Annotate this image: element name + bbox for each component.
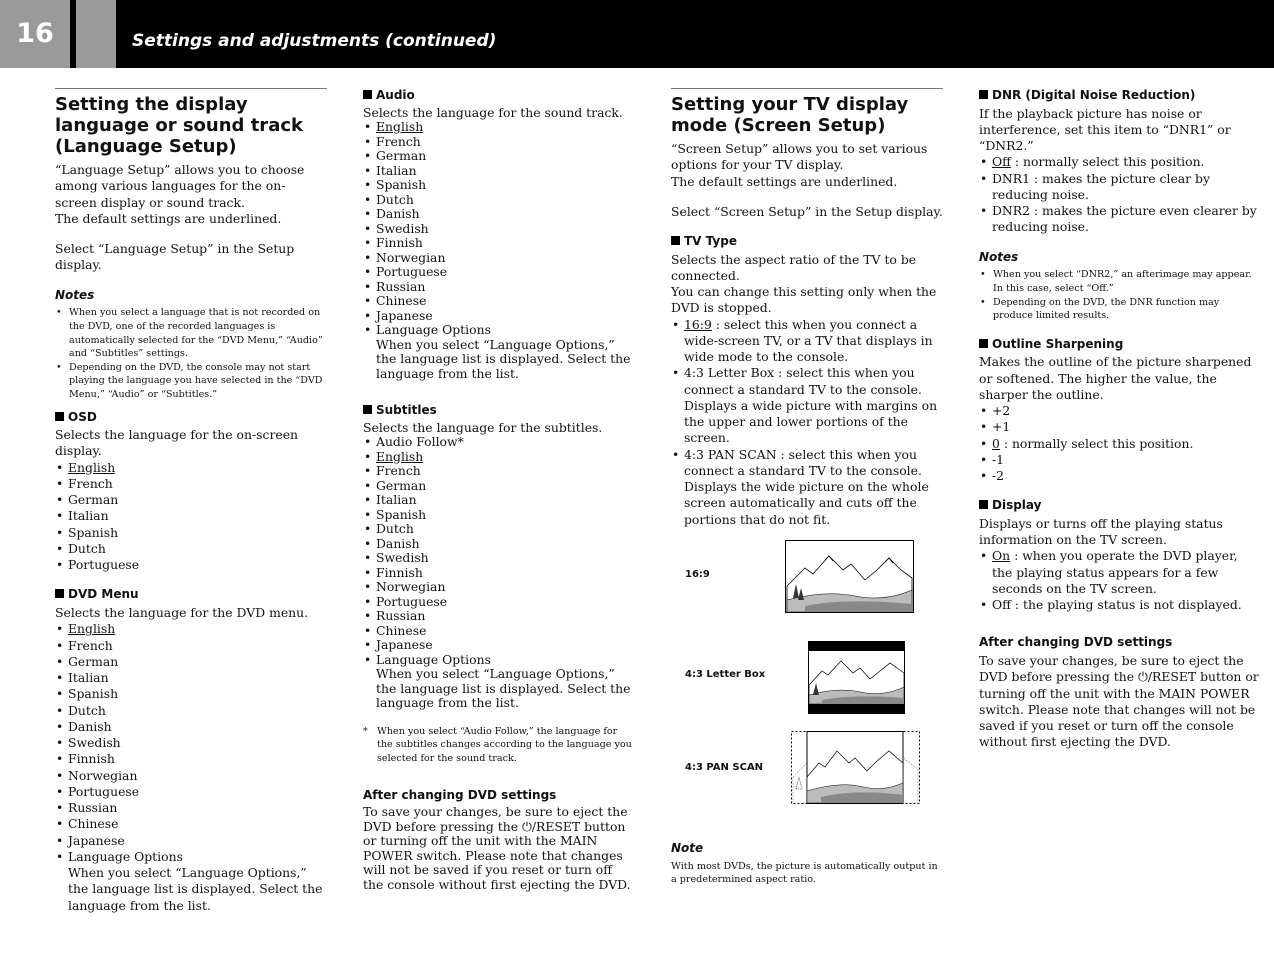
dvd-menu-list bbox=[55, 621, 327, 914]
column-language-setup bbox=[55, 88, 327, 914]
intro-text: “Language Setup” allows you to choose among various languages for the on-screen display or sound track. bbox=[55, 162, 305, 210]
tv-type-heading: TV Type bbox=[671, 234, 943, 250]
list-item: • Norwegian bbox=[363, 251, 635, 266]
list-item: • Norwegian bbox=[55, 768, 327, 784]
intro-default: The default settings are underlined. bbox=[671, 173, 898, 189]
list-item: • Swedish bbox=[363, 551, 635, 566]
intro-default: The default settings are underlined. bbox=[55, 210, 282, 226]
square-bullet-icon bbox=[979, 500, 988, 509]
dnr-list bbox=[979, 154, 1259, 235]
notes-list bbox=[55, 306, 327, 401]
column-screen-setup bbox=[671, 88, 943, 887]
list-item: • Portuguese bbox=[363, 265, 635, 280]
list-item: • English bbox=[363, 450, 635, 465]
list-item: • Danish bbox=[363, 537, 635, 552]
list-item: • Dutch bbox=[55, 541, 327, 557]
list-item: • Dutch bbox=[55, 703, 327, 719]
list-item: • Spanish bbox=[363, 178, 635, 193]
list-item: • DNR1 : makes the picture clear by reducing noise. bbox=[979, 171, 1259, 204]
options-desc: When you select “Language Options,” the language list is displayed. Select the language from the list. bbox=[376, 666, 631, 711]
note-item: • Depending on the DVD, the DNR function may produce limited results. bbox=[979, 296, 1259, 323]
outline-desc: Makes the outline of the picture sharpened or softened. The higher the value, the sharper the outline. bbox=[979, 354, 1252, 402]
column-dnr-display bbox=[979, 88, 1259, 751]
square-bullet-icon bbox=[55, 412, 64, 421]
panscan-picture bbox=[791, 731, 920, 805]
options-desc: When you select “Language Options,” the language list is displayed. Select the language from the list. bbox=[68, 865, 323, 913]
section-heading: Setting the display language or sound track (Language Setup) bbox=[55, 94, 303, 158]
list-item: • Italian bbox=[363, 164, 635, 179]
list-item: • Portuguese bbox=[363, 595, 635, 610]
list-item: • Russian bbox=[363, 609, 635, 624]
list-item: • French bbox=[55, 638, 327, 654]
list-item: • Chinese bbox=[363, 294, 635, 309]
power-icon: ⏻ bbox=[522, 818, 532, 834]
list-item: • Russian bbox=[363, 280, 635, 295]
intro-text: “Screen Setup” allows you to set various options for your TV display. bbox=[671, 141, 928, 173]
note-item: • Depending on the DVD, the console may not start playing the language you have selected in the “DVD Menu,” “Audio” or “Subtitles.” bbox=[55, 361, 327, 402]
list-item: • Finnish bbox=[363, 236, 635, 251]
dnr-heading: DNR (Digital Noise Reduction) bbox=[979, 88, 1259, 104]
list-item: • English bbox=[55, 621, 327, 637]
list-item: • Audio Follow* bbox=[363, 435, 635, 450]
list-item: • Norwegian bbox=[363, 580, 635, 595]
notes-heading: Notes bbox=[979, 249, 1019, 264]
list-item: • Swedish bbox=[55, 735, 327, 751]
list-item: • Spanish bbox=[55, 686, 327, 702]
select-instruction: Select “Screen Setup” in the Setup display. bbox=[671, 203, 943, 219]
list-item: • -2 bbox=[979, 468, 1259, 484]
osd-heading: OSD bbox=[55, 410, 327, 426]
list-item: • Finnish bbox=[55, 751, 327, 767]
footnote: * When you select “Audio Follow,” the language for the subtitles changes according to the language you selected for the sound track. bbox=[363, 725, 632, 764]
subtitles-desc: Selects the language for the subtitles. bbox=[363, 419, 603, 435]
section-heading: Setting your TV display mode (Screen Setup) bbox=[671, 94, 909, 137]
list-item: • Portuguese bbox=[55, 557, 327, 573]
list-item: • Japanese bbox=[55, 833, 327, 849]
square-bullet-icon bbox=[363, 405, 372, 414]
note-heading: Note bbox=[671, 840, 704, 855]
display-list bbox=[979, 548, 1259, 613]
list-item: • +1 bbox=[979, 419, 1259, 435]
diagram-pan-scan: 4:3 PAN SCAN bbox=[671, 729, 943, 841]
notes-heading: Notes bbox=[55, 287, 95, 302]
audio-heading: Audio bbox=[363, 88, 635, 104]
after-settings-heading: After changing DVD settings bbox=[979, 635, 1173, 650]
square-bullet-icon bbox=[363, 90, 372, 99]
list-item: • Danish bbox=[55, 719, 327, 735]
list-item: • Off : normally select this position. bbox=[979, 154, 1259, 170]
list-item: • French bbox=[55, 476, 327, 492]
outline-list bbox=[979, 403, 1259, 484]
outline-heading: Outline Sharpening bbox=[979, 337, 1259, 353]
widescreen-picture bbox=[785, 540, 914, 613]
section-rule bbox=[55, 88, 327, 89]
after-settings-heading: After changing DVD settings bbox=[363, 787, 557, 802]
list-item: • Language Options When you select “Language Options,” the language list is displayed. Select the language from the list. bbox=[55, 849, 327, 914]
page-number: 16 bbox=[0, 0, 70, 68]
subtitles-list bbox=[363, 435, 635, 711]
list-item: • 4:3 PAN SCAN : select this when you connect a standard TV to the console. Displays the wide picture on the whole screen automatically and cuts off the portions that do not fit. bbox=[671, 447, 943, 528]
list-item: • Dutch bbox=[363, 193, 635, 208]
list-item: • Japanese bbox=[363, 638, 635, 653]
list-item: • On : when you operate the DVD player, the playing status appears for a few seconds on the TV screen. bbox=[979, 548, 1259, 597]
display-desc: Displays or turns off the playing status information on the TV screen. bbox=[979, 515, 1223, 548]
dnr-desc: If the playback picture has noise or interference, set this item to “DNR1” or “DNR2.” bbox=[979, 105, 1231, 154]
dvd-menu-heading: DVD Menu bbox=[55, 587, 327, 603]
list-item: • English bbox=[55, 460, 327, 476]
list-item: • German bbox=[363, 149, 635, 164]
list-item: • -1 bbox=[979, 452, 1259, 468]
list-item: • French bbox=[363, 464, 635, 479]
list-item: • 4:3 Letter Box : select this when you connect a standard TV to the console. Displays a wide picture with margins on the upper and lower portions of the screen. bbox=[671, 365, 943, 446]
list-item: • German bbox=[55, 492, 327, 508]
note-text: With most DVDs, the picture is automatically output in a predetermined aspect ratio. bbox=[671, 860, 938, 886]
list-item: • Off : the playing status is not displayed. bbox=[979, 597, 1259, 613]
section-rule bbox=[671, 88, 943, 89]
display-heading: Display bbox=[979, 498, 1259, 514]
column-audio-subtitles bbox=[363, 88, 635, 892]
list-item: • 16:9 : select this when you connect a wide-screen TV, or a TV that displays in wide mode to the console. bbox=[671, 317, 943, 366]
tv-type-desc: Selects the aspect ratio of the TV to be connected. bbox=[671, 251, 917, 283]
list-item: • Italian bbox=[363, 493, 635, 508]
square-bullet-icon bbox=[979, 90, 988, 99]
list-item: • Swedish bbox=[363, 222, 635, 237]
list-item: • English bbox=[363, 120, 635, 135]
list-item: • Japanese bbox=[363, 309, 635, 324]
after-settings-text: To save your changes, be sure to eject the DVD before pressing the ⏻/RESET button or turning off the unit with the MAIN POWER switch. Please note that changes will not be saved if you reset or turn off the console without first ejecting the DVD. bbox=[363, 804, 631, 892]
note-item: • When you select “DNR2,” an afterimage may appear. In this case, select “Off.” bbox=[979, 268, 1259, 295]
dvd-menu-desc: Selects the language for the DVD menu. bbox=[55, 605, 309, 621]
list-item: • 0 : normally select this position. bbox=[979, 436, 1259, 452]
osd-desc: Selects the language for the on-screen display. bbox=[55, 427, 299, 459]
list-item: • Spanish bbox=[363, 508, 635, 523]
list-item: • Russian bbox=[55, 800, 327, 816]
list-item: • Chinese bbox=[363, 624, 635, 639]
after-settings-text: To save your changes, be sure to eject the DVD before pressing the ⏻/RESET button or turning off the unit with the MAIN POWER switch. Please note that changes will not be saved if you reset or turn off the console without first ejecting the DVD. bbox=[979, 653, 1259, 750]
power-icon: ⏻ bbox=[1138, 669, 1148, 685]
tv-type-list bbox=[671, 317, 943, 528]
list-item: • +2 bbox=[979, 403, 1259, 419]
list-item: • Language Options When you select “Language Options,” the language list is displayed. Select the language from the list. bbox=[363, 653, 635, 711]
list-item: • Portuguese bbox=[55, 784, 327, 800]
square-bullet-icon bbox=[55, 589, 64, 598]
header-strip bbox=[76, 0, 116, 68]
notes-list bbox=[979, 268, 1259, 322]
diagram-16-9: 16:9 bbox=[671, 538, 943, 634]
select-instruction: Select “Language Setup” in the Setup display. bbox=[55, 241, 295, 273]
list-item: • Danish bbox=[363, 207, 635, 222]
square-bullet-icon bbox=[671, 236, 680, 245]
diagram-letter-box: 4:3 Letter Box bbox=[671, 634, 943, 729]
note-item: • When you select a language that is not recorded on the DVD, one of the recorded languages is automatically selected for the “DVD Menu,” “Audio” and “Subtitles” settings. bbox=[55, 306, 327, 360]
letterbox-picture bbox=[808, 641, 905, 714]
list-item: • German bbox=[55, 654, 327, 670]
list-item: • Chinese bbox=[55, 816, 327, 832]
options-desc: When you select “Language Options,” the language list is displayed. Select the language from the list. bbox=[376, 336, 631, 381]
list-item: • French bbox=[363, 135, 635, 150]
osd-list bbox=[55, 460, 327, 574]
list-item: • DNR2 : makes the picture even clearer by reducing noise. bbox=[979, 203, 1259, 236]
list-item: • Italian bbox=[55, 508, 327, 524]
list-item: • Language Options When you select “Language Options,” the language list is displayed. Select the language from the list. bbox=[363, 323, 635, 381]
list-item: • Italian bbox=[55, 670, 327, 686]
square-bullet-icon bbox=[979, 339, 988, 348]
tv-type-note: You can change this setting only when the DVD is stopped. bbox=[671, 284, 937, 316]
list-item: • Dutch bbox=[363, 522, 635, 537]
subtitles-heading: Subtitles bbox=[363, 403, 635, 419]
audio-list bbox=[363, 120, 635, 381]
list-item: • German bbox=[363, 479, 635, 494]
list-item: • Finnish bbox=[363, 566, 635, 581]
list-item: • Spanish bbox=[55, 525, 327, 541]
audio-desc: Selects the language for the sound track. bbox=[363, 104, 623, 120]
header-title: Settings and adjustments (continued) bbox=[132, 31, 497, 51]
